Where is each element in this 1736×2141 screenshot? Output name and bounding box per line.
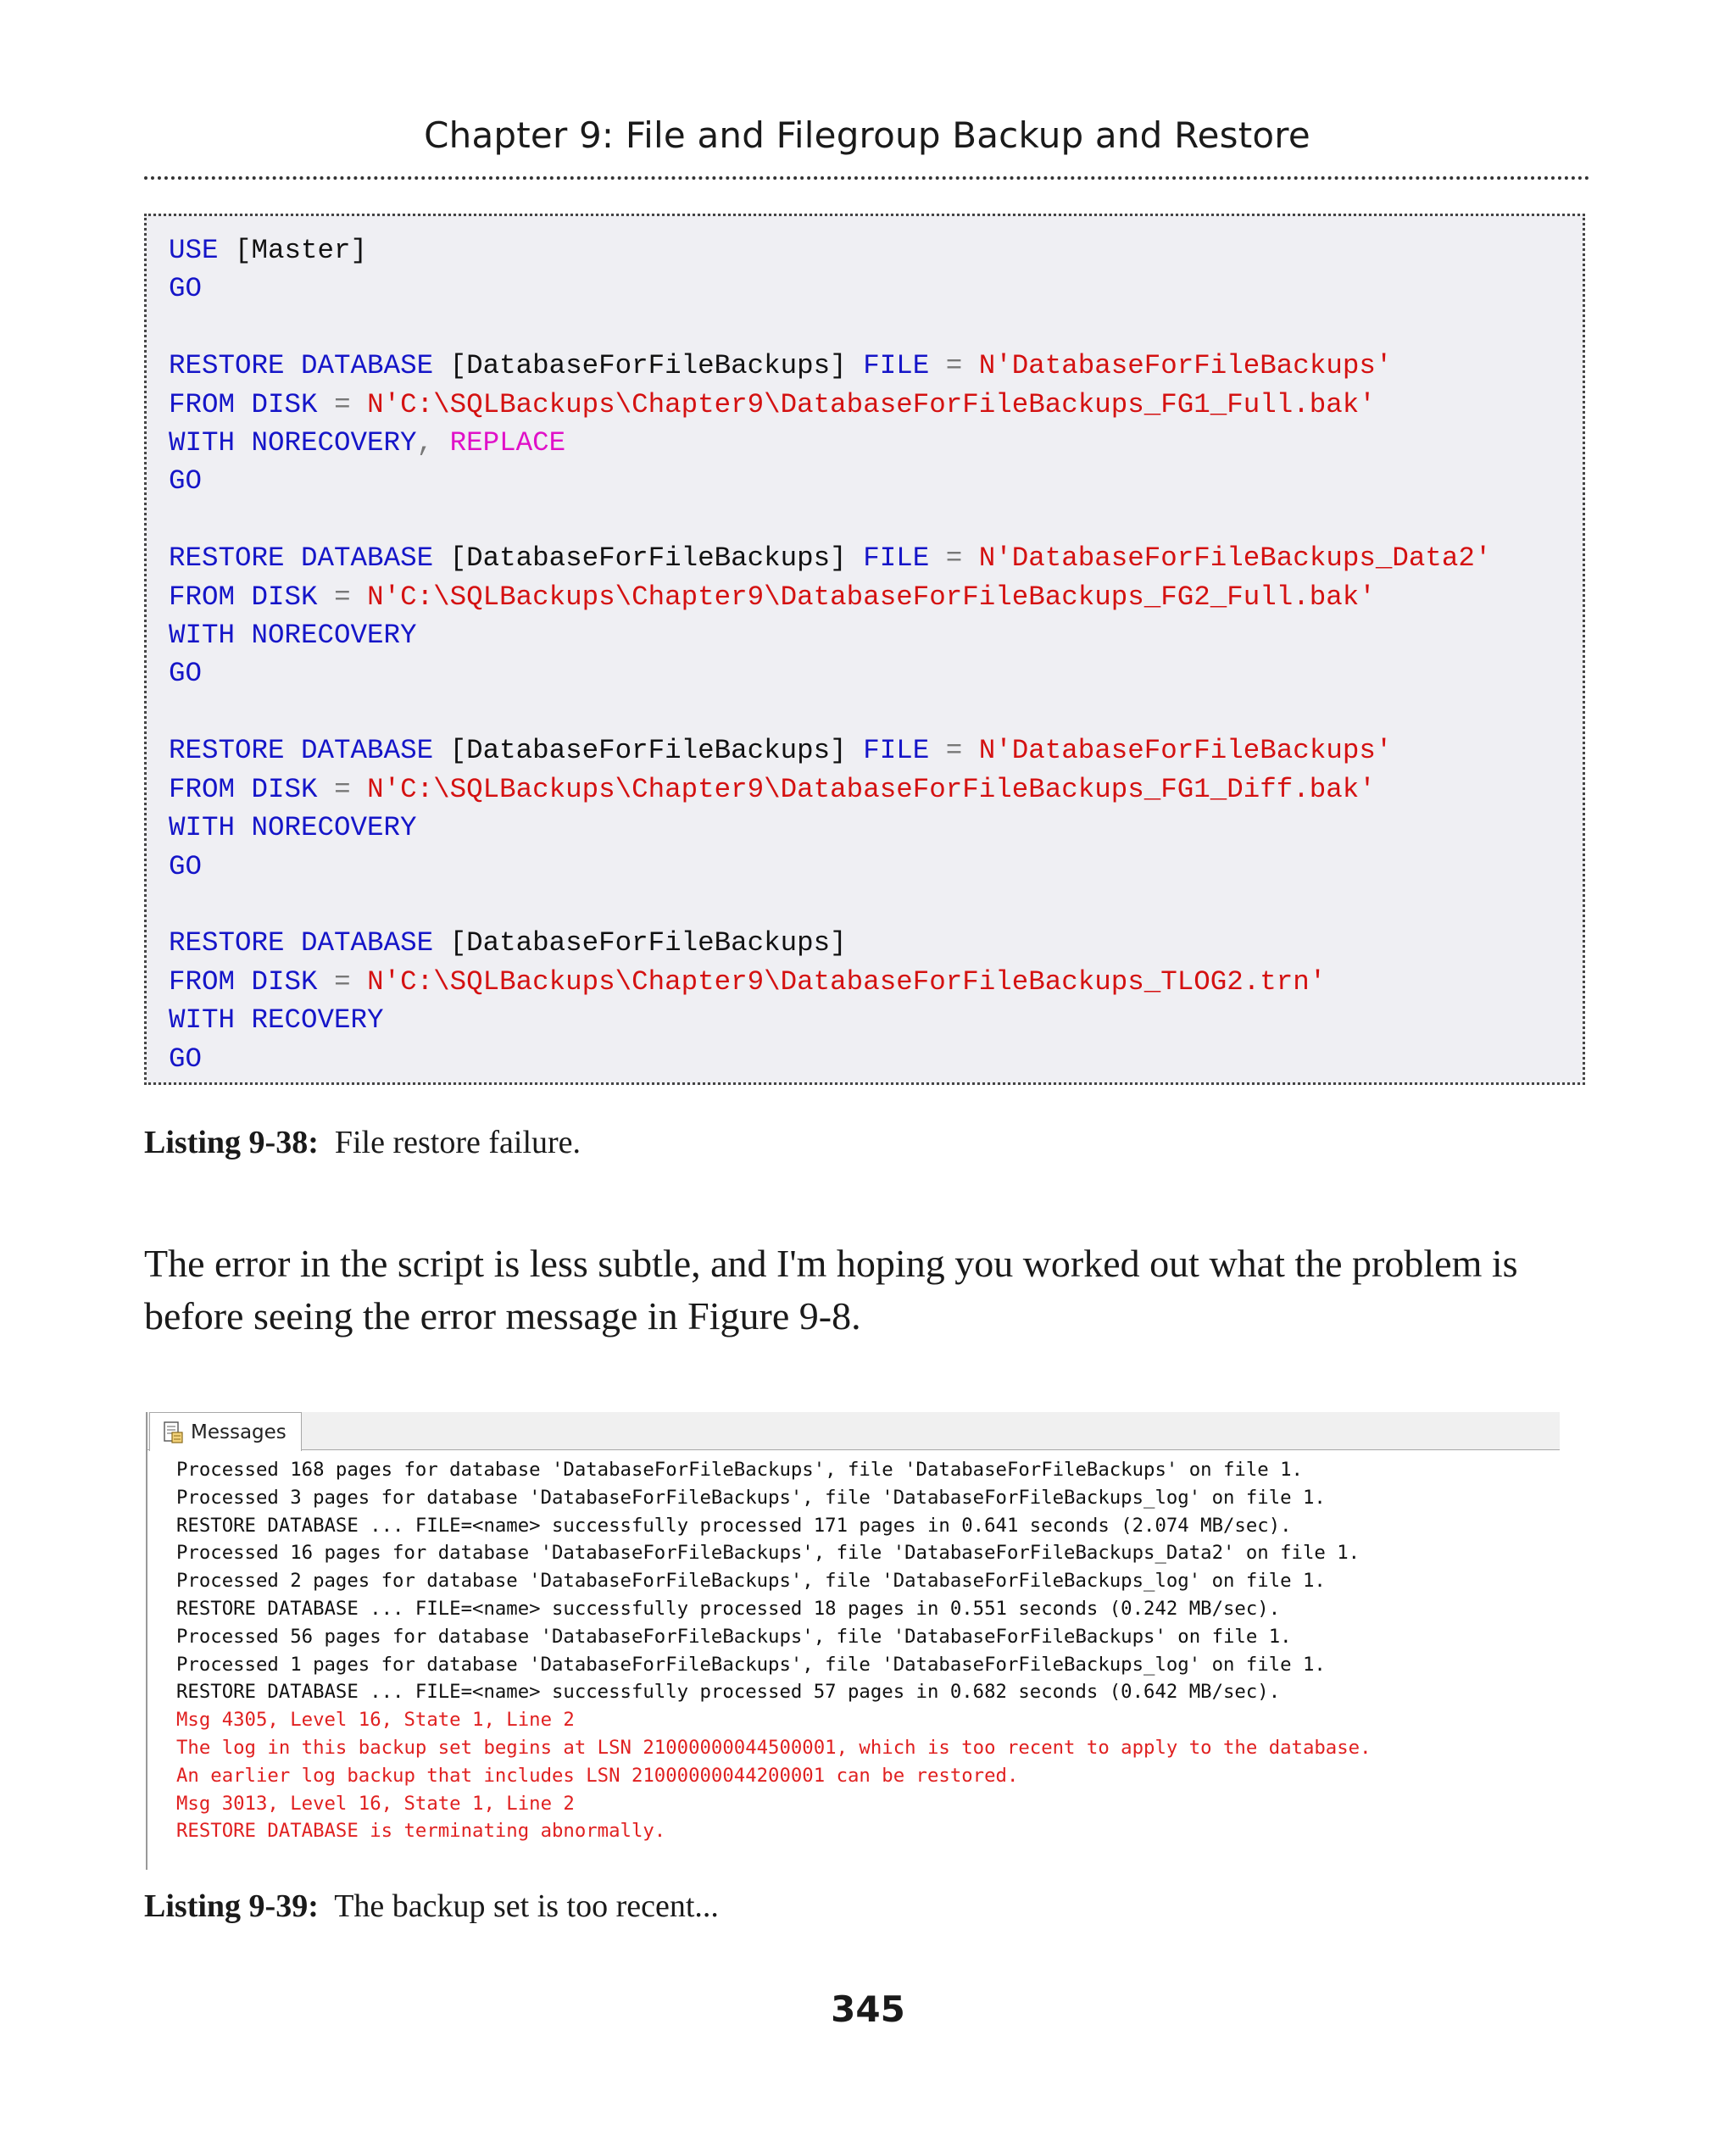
message-line: Processed 56 pages for database 'DatabaseForFileBackups', file 'DatabaseForFileBackups' on file 1. — [176, 1625, 1292, 1648]
message-line: Processed 2 pages for database 'DatabaseForFileBackups', file 'DatabaseForFileBackups_log' on file 1. — [176, 1570, 1326, 1593]
error-message-line: Msg 4305, Level 16, State 1, Line 2 — [176, 1709, 575, 1732]
messages-output — [176, 1456, 1372, 1845]
code-block: USE [Master] GO RESTORE DATABASE [DatabaseForFileBackups] FILE = N'DatabaseForFileBackups' FROM DISK = N'C:\SQLBackups\Chapter9\DatabaseForFileBackups_FG1_Full.bak' WITH NORECOVERY, REPLACE GO RESTORE DATABASE [DatabaseForFileBackups] FILE = N'DatabaseForFileBackups_Data2' FROM DISK = N'C:\SQLBackups\Chapter9\DatabaseForFileBackups_FG2_Full.bak' WITH NORECOVERY GO RESTORE DATABASE [DatabaseForFileBackups] FILE = N'DatabaseForFileBackups' FROM DISK = N'C:\SQLBackups\Chapter9\DatabaseForFileBackups_FG1_Diff.bak' WITH NORECOVERY GO RESTORE DATABASE [DatabaseForFileBackups] FROM DISK = N'C:\SQLBackups\Chapter9\DatabaseForFileBackups_TLOG2.trn' WITH RECOVERY GO — [169, 235, 1492, 1075]
message-line: RESTORE DATABASE ... FILE=<name> successfully processed 171 pages in 0.641 seconds (2.074 MB/sec). — [176, 1514, 1292, 1537]
messages-tab[interactable] — [149, 1412, 302, 1451]
chapter-header: Chapter 9: File and Filegroup Backup and Restore — [424, 114, 1310, 156]
header-divider — [144, 176, 1590, 180]
messages-tab-label: Messages — [191, 1421, 287, 1443]
message-line: RESTORE DATABASE ... FILE=<name> successfully processed 57 pages in 0.682 seconds (0.642 MB/sec). — [176, 1681, 1281, 1704]
messages-tab-bar — [147, 1412, 1560, 1450]
message-line: Processed 3 pages for database 'DatabaseForFileBackups', file 'DatabaseForFileBackups_log' on file 1. — [176, 1486, 1326, 1509]
messages-icon — [162, 1421, 184, 1444]
listing-9-38-caption — [144, 1124, 581, 1161]
caption-text: File restore failure. — [334, 1125, 581, 1160]
caption-label: Listing 9-39: — [144, 1888, 319, 1924]
message-line: Processed 168 pages for database 'DatabaseForFileBackups', file 'DatabaseForFileBackups' on file 1. — [176, 1459, 1303, 1481]
caption-label: Listing 9-38: — [144, 1125, 319, 1160]
message-line: Processed 1 pages for database 'DatabaseForFileBackups', file 'DatabaseForFileBackups_log' on file 1. — [176, 1653, 1326, 1676]
code-listing-9-38 — [144, 214, 1585, 1085]
caption-text: The backup set is too recent... — [334, 1888, 719, 1924]
body-paragraph: The error in the script is less subtle, and I'm hoping you worked out what the problem is before seeing the error message in Figure 9-8. — [144, 1242, 1518, 1337]
error-message-line: An earlier log backup that includes LSN 21000000044200001 can be restored. — [176, 1764, 1019, 1787]
message-line: Processed 16 pages for database 'DatabaseForFileBackups', file 'DatabaseForFileBackups_Data2' on file 1. — [176, 1542, 1360, 1565]
error-message-line: Msg 3013, Level 16, State 1, Line 2 — [176, 1792, 575, 1815]
error-message-line: RESTORE DATABASE is terminating abnormally. — [176, 1820, 666, 1843]
page-number: 345 — [831, 1988, 905, 2030]
messages-panel — [146, 1412, 1560, 1870]
message-line: RESTORE DATABASE ... FILE=<name> successfully processed 18 pages in 0.551 seconds (0.242 MB/sec). — [176, 1597, 1281, 1620]
listing-9-39-caption — [144, 1888, 719, 1925]
error-message-line: The log in this backup set begins at LSN 21000000044500001, which is too recent to apply to the database. — [176, 1736, 1372, 1759]
